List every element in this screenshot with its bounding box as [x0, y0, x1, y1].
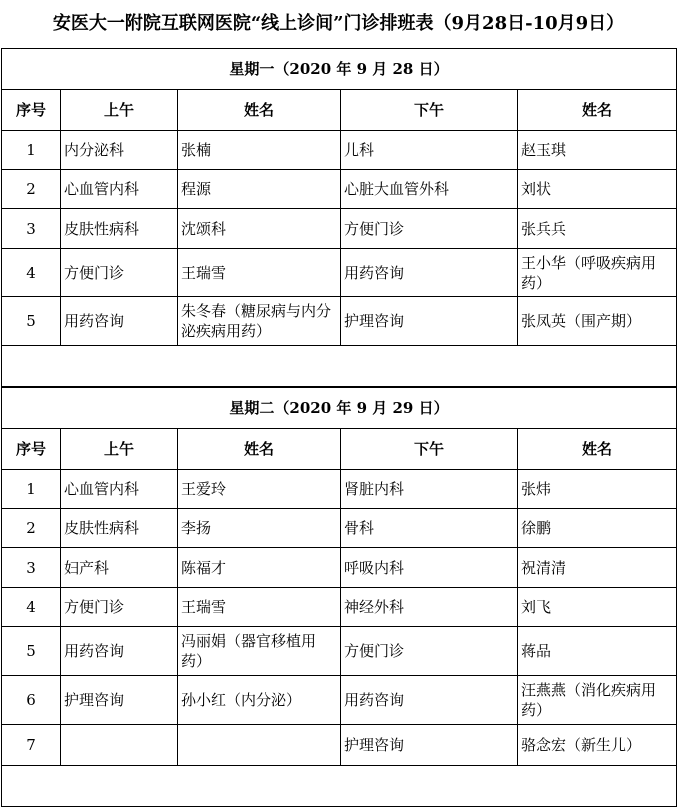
table-row [2, 470, 677, 509]
am-department: 心血管内科 [61, 170, 178, 209]
pm-doctor: 骆念宏（新生儿） [518, 725, 677, 766]
header-am: 上午 [61, 429, 178, 470]
day-label-row [2, 388, 677, 429]
am-doctor: 王爱玲 [178, 470, 341, 509]
day-label: 星期一（2020 年 9 月 28 日） [2, 49, 677, 90]
pm-doctor: 祝清清 [518, 548, 677, 588]
row-no: 3 [2, 548, 61, 588]
pm-doctor: 王小华（呼吸疾病用药） [518, 249, 677, 297]
header-no: 序号 [2, 429, 61, 470]
pm-department: 神经外科 [341, 588, 518, 627]
pm-department: 护理咨询 [341, 725, 518, 766]
am-department: 方便门诊 [61, 588, 178, 627]
am-doctor: 陈福才 [178, 548, 341, 588]
am-department: 内分泌科 [61, 131, 178, 170]
table-row [2, 725, 677, 766]
table-row [2, 131, 677, 170]
pm-doctor: 刘状 [518, 170, 677, 209]
pm-department: 肾脏内科 [341, 470, 518, 509]
day-label-row [2, 49, 677, 90]
table-row [2, 588, 677, 627]
pm-department: 儿科 [341, 131, 518, 170]
pm-doctor: 刘飞 [518, 588, 677, 627]
pm-doctor: 赵玉琪 [518, 131, 677, 170]
pm-doctor: 徐鹏 [518, 509, 677, 548]
row-no: 2 [2, 509, 61, 548]
am-doctor: 程源 [178, 170, 341, 209]
am-doctor: 孙小红（内分泌） [178, 676, 341, 725]
pm-department: 用药咨询 [341, 249, 518, 297]
pm-doctor: 汪燕燕（消化疾病用药） [518, 676, 677, 725]
header-am-name: 姓名 [178, 90, 341, 131]
schedule-table-monday [1, 48, 677, 387]
am-doctor: 王瑞雪 [178, 588, 341, 627]
am-department [61, 725, 178, 766]
pm-doctor: 张凤英（围产期） [518, 297, 677, 346]
header-pm-name: 姓名 [518, 90, 677, 131]
header-row [2, 429, 677, 470]
pm-department: 用药咨询 [341, 676, 518, 725]
header-pm: 下午 [341, 429, 518, 470]
header-am: 上午 [61, 90, 178, 131]
spacer-row [2, 766, 677, 807]
spacer-row [2, 346, 677, 387]
am-department: 护理咨询 [61, 676, 178, 725]
pm-department: 方便门诊 [341, 627, 518, 676]
am-department: 皮肤性病科 [61, 209, 178, 249]
header-no: 序号 [2, 90, 61, 131]
table-row [2, 548, 677, 588]
am-department: 心血管内科 [61, 470, 178, 509]
day-label: 星期二（2020 年 9 月 29 日） [2, 388, 677, 429]
row-no: 5 [2, 627, 61, 676]
pm-department: 护理咨询 [341, 297, 518, 346]
table-row [2, 509, 677, 548]
am-department: 用药咨询 [61, 627, 178, 676]
pm-department: 骨科 [341, 509, 518, 548]
pm-department: 方便门诊 [341, 209, 518, 249]
schedule-table-tuesday [1, 387, 677, 807]
pm-department: 心脏大血管外科 [341, 170, 518, 209]
am-department: 妇产科 [61, 548, 178, 588]
am-department: 皮肤性病科 [61, 509, 178, 548]
header-am-name: 姓名 [178, 429, 341, 470]
table-row [2, 170, 677, 209]
pm-doctor: 张炜 [518, 470, 677, 509]
row-no: 7 [2, 725, 61, 766]
am-doctor: 沈颂科 [178, 209, 341, 249]
am-doctor: 张楠 [178, 131, 341, 170]
row-no: 1 [2, 470, 61, 509]
am-department: 方便门诊 [61, 249, 178, 297]
page-title: 安医大一附院互联网医院“线上诊间”门诊排班表（9月28日-10月9日） [52, 13, 625, 34]
header-pm-name: 姓名 [518, 429, 677, 470]
table-row [2, 297, 677, 346]
pm-doctor: 蒋品 [518, 627, 677, 676]
row-no: 4 [2, 249, 61, 297]
table-row [2, 627, 677, 676]
pm-doctor: 张兵兵 [518, 209, 677, 249]
am-doctor [178, 725, 341, 766]
table-row [2, 249, 677, 297]
am-doctor: 朱冬春（糖尿病与内分泌疾病用药） [178, 297, 341, 346]
row-no: 3 [2, 209, 61, 249]
header-row [2, 90, 677, 131]
pm-department: 呼吸内科 [341, 548, 518, 588]
am-doctor: 李扬 [178, 509, 341, 548]
header-pm: 下午 [341, 90, 518, 131]
am-department: 用药咨询 [61, 297, 178, 346]
row-no: 5 [2, 297, 61, 346]
spacer-cell [2, 346, 677, 387]
table-row [2, 209, 677, 249]
am-doctor: 冯丽娟（器官移植用药） [178, 627, 341, 676]
table-row [2, 676, 677, 725]
row-no: 6 [2, 676, 61, 725]
row-no: 4 [2, 588, 61, 627]
row-no: 1 [2, 131, 61, 170]
am-doctor: 王瑞雪 [178, 249, 341, 297]
row-no: 2 [2, 170, 61, 209]
spacer-cell [2, 766, 677, 807]
